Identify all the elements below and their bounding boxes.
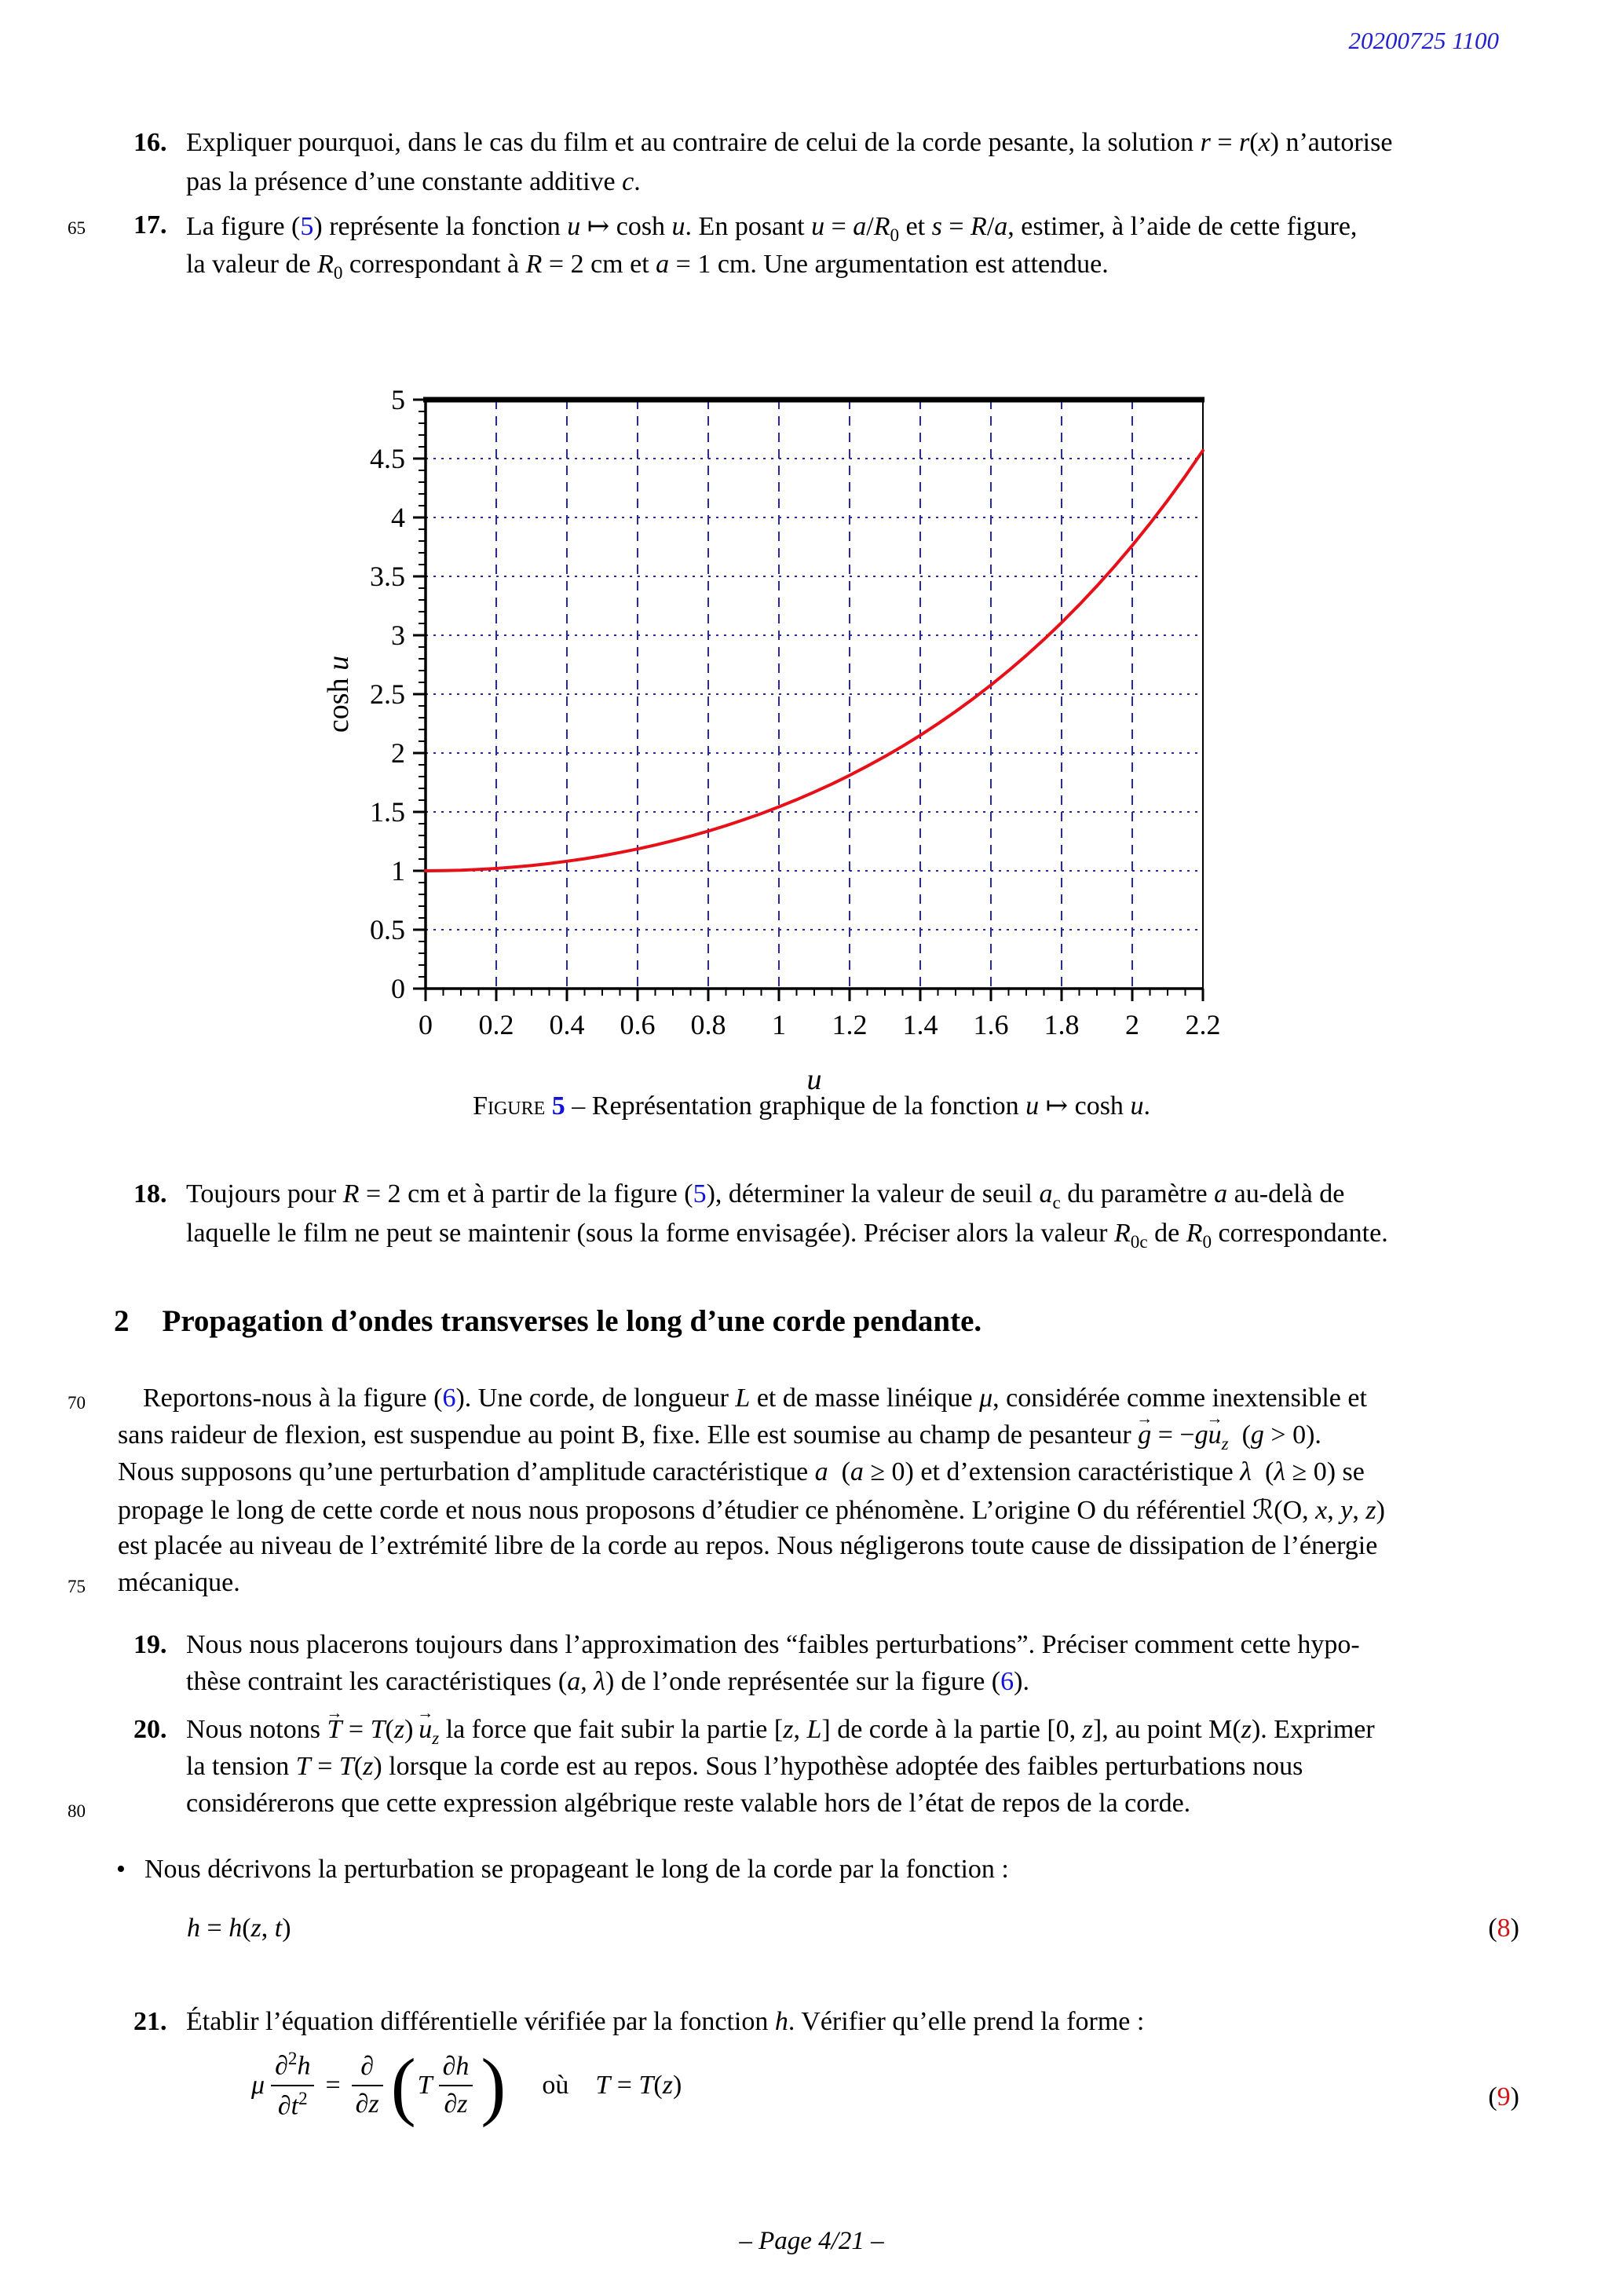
eq9-f1-numerator: ∂$^2$h xyxy=(271,2048,314,2086)
eq9-f1-denominator: $\partial t^2$ xyxy=(277,2089,308,2121)
section-2-number: 2 xyxy=(114,1304,130,1338)
header-timestamp: 20200725 1100 xyxy=(1348,27,1499,54)
svg-text:0.8: 0.8 xyxy=(690,1009,726,1040)
eq9-equals: = xyxy=(325,2071,341,2100)
bullet-text: Nous décrivons la perturbation se propageant le long de la corde par la fonction : xyxy=(144,1855,1009,1884)
question-20-number: 20. xyxy=(133,1715,167,1744)
eq9-where: où xyxy=(542,2071,569,2100)
svg-text:3.5: 3.5 xyxy=(370,561,405,592)
svg-text:0: 0 xyxy=(419,1009,433,1040)
figure-5-caption: Figure 5 – Représentation graphique de la fonction u ↦ cosh u. xyxy=(473,1091,1150,1121)
question-20-line: Nous notons T → = T(z) $u \to_z$ la force que fait subir la partie [z, L] de corde à la partie [0, z], au point M(z). Exprimer xyxy=(186,1715,1375,1749)
figure-5-cosh-chart xyxy=(314,369,1225,1096)
section-2-heading xyxy=(114,1303,981,1339)
chart-gridlines xyxy=(426,400,1203,989)
svg-text:1.2: 1.2 xyxy=(832,1009,868,1040)
question-18-line: laquelle le film ne peut se maintenir (sous la forme envisagée). Préciser alors la valeur $R_{0c}$ de $R_0$ correspondante. xyxy=(186,1219,1388,1252)
equation-8: h = h(z, t) xyxy=(187,1914,291,1943)
paragraph-line: Nous supposons qu’une perturbation d’amplitude caractéristique a (a ≥ 0) et d’extension caractéristique λ (λ ≥ 0) se xyxy=(118,1457,1365,1486)
question-21-line: Établir l’équation différentielle vérifiée par la fonction h. Vérifier qu’elle prend la forme : xyxy=(186,2007,1145,2036)
svg-text:1: 1 xyxy=(772,1009,786,1040)
eq9-right-paren: ) xyxy=(481,2042,506,2129)
question-20-line: la tension T = T(z) lorsque la corde est au repos. Sous l’hypothèse adoptée des faibles perturbations nous xyxy=(186,1752,1303,1781)
equation-8-number: (8) xyxy=(1488,1914,1519,1943)
eq9-mu: μ xyxy=(251,2071,265,2100)
y-axis-label: cosh u xyxy=(322,655,355,733)
question-17-line: la valeur de $R_0$ correspondant à R = 2 cm et a = 1 cm. Une argumentation est attendue. xyxy=(186,250,1109,283)
eq9-f3-denominator: ∂z xyxy=(444,2089,468,2119)
eq9-left-paren: ( xyxy=(390,2042,416,2129)
eq9-fraction-2 xyxy=(352,2050,383,2122)
svg-text:0.5: 0.5 xyxy=(370,914,405,945)
eq9-T: T xyxy=(417,2071,433,2100)
svg-text:1.4: 1.4 xyxy=(902,1009,938,1040)
eq9-rhs: T = T(z) xyxy=(595,2071,682,2100)
section-2-title: Propagation d’ondes transverses le long d’une corde pendante. xyxy=(162,1304,982,1338)
svg-text:1.5: 1.5 xyxy=(370,796,405,828)
margin-line-number-75: 75 xyxy=(68,1577,86,1596)
question-19-line: Nous nous placerons toujours dans l’approximation des “faibles perturbations”. Préciser comment cette hypo- xyxy=(186,1630,1360,1659)
paragraph-line: Reportons-nous à la figure (6). Une corde, de longueur L et de masse linéique μ, considérée comme inextensible et xyxy=(143,1384,1367,1413)
paragraph-line: est placée au niveau de l’extrémité libre de la corde au repos. Nous négligerons toute cause de dissipation de l’énergie xyxy=(118,1531,1378,1560)
chart-ticks xyxy=(413,400,1203,1001)
margin-line-number-70: 70 xyxy=(68,1393,86,1413)
question-19-line: thèse contraint les caractéristiques (a, λ) de l’onde représentée sur la figure (6). xyxy=(186,1667,1029,1696)
svg-text:1.6: 1.6 xyxy=(973,1009,1009,1040)
eq9-f2-denominator: ∂z xyxy=(355,2089,379,2119)
svg-text:4.5: 4.5 xyxy=(370,443,405,474)
paragraph-line: sans raideur de flexion, est suspendue au point B, fixe. Elle est soumise au champ de pesanteur g → = $-gu \to_z$ (g > 0). xyxy=(118,1420,1321,1455)
svg-text:0: 0 xyxy=(391,973,405,1004)
x-axis-label: u xyxy=(806,1063,822,1096)
svg-text:2.2: 2.2 xyxy=(1185,1009,1221,1040)
question-21-number: 21. xyxy=(133,2007,167,2036)
svg-text:0.4: 0.4 xyxy=(549,1009,585,1040)
svg-text:0.2: 0.2 xyxy=(478,1009,514,1040)
svg-text:1.8: 1.8 xyxy=(1044,1009,1080,1040)
svg-text:2.5: 2.5 xyxy=(370,678,405,710)
equation-9-number: (9) xyxy=(1488,2082,1519,2111)
svg-text:2: 2 xyxy=(1125,1009,1139,1040)
page-footer: – Page 4/21 – xyxy=(739,2227,884,2255)
question-17-number: 17. xyxy=(133,210,167,239)
question-19-number: 19. xyxy=(133,1630,167,1659)
question-16-line: pas la présence d’une constante additive c. xyxy=(186,167,641,196)
paragraph-line: propage le long de cette corde et nous nous proposons d’étudier ce phénomène. L’origine O du référentiel ℛ(O, x, y, z) xyxy=(118,1496,1385,1525)
question-16-number: 16. xyxy=(133,128,167,157)
eq9-f3-numerator: ∂h xyxy=(439,2050,473,2087)
svg-text:0.6: 0.6 xyxy=(620,1009,656,1040)
eq9-f2-numerator: ∂ xyxy=(352,2050,383,2087)
cosh-curve xyxy=(426,451,1203,871)
svg-text:1: 1 xyxy=(391,855,405,887)
bullet-marker: • xyxy=(116,1855,126,1884)
margin-line-number-65: 65 xyxy=(68,218,86,238)
paragraph-line: mécanique. xyxy=(118,1568,240,1597)
question-17-line: La figure (5) représente la fonction u ↦ cosh u. En posant $u = a/R_0$ et s = R/a, estimer, à l’aide de cette figure, xyxy=(186,212,1358,246)
eq9-fraction-1 xyxy=(271,2048,314,2123)
question-16-line: Expliquer pourquoi, dans le cas du film et au contraire de celui de la corde pesante, la solution r = r(x) n’autorise xyxy=(186,128,1393,157)
svg-text:5: 5 xyxy=(391,384,405,415)
svg-text:3: 3 xyxy=(391,620,405,651)
margin-line-number-80: 80 xyxy=(68,1801,86,1821)
question-18-number: 18. xyxy=(133,1179,167,1208)
equation-9 xyxy=(251,2042,682,2129)
eq9-fraction-3 xyxy=(439,2050,473,2122)
svg-text:4: 4 xyxy=(391,502,405,533)
question-20-line: considérerons que cette expression algébrique reste valable hors de l’état de repos de la corde. xyxy=(186,1789,1191,1818)
svg-text:2: 2 xyxy=(391,737,405,769)
question-18-line: Toujours pour R = 2 cm et à partir de la figure (5), déterminer la valeur de seuil $a_c$ du paramètre a au-delà de xyxy=(186,1179,1345,1213)
